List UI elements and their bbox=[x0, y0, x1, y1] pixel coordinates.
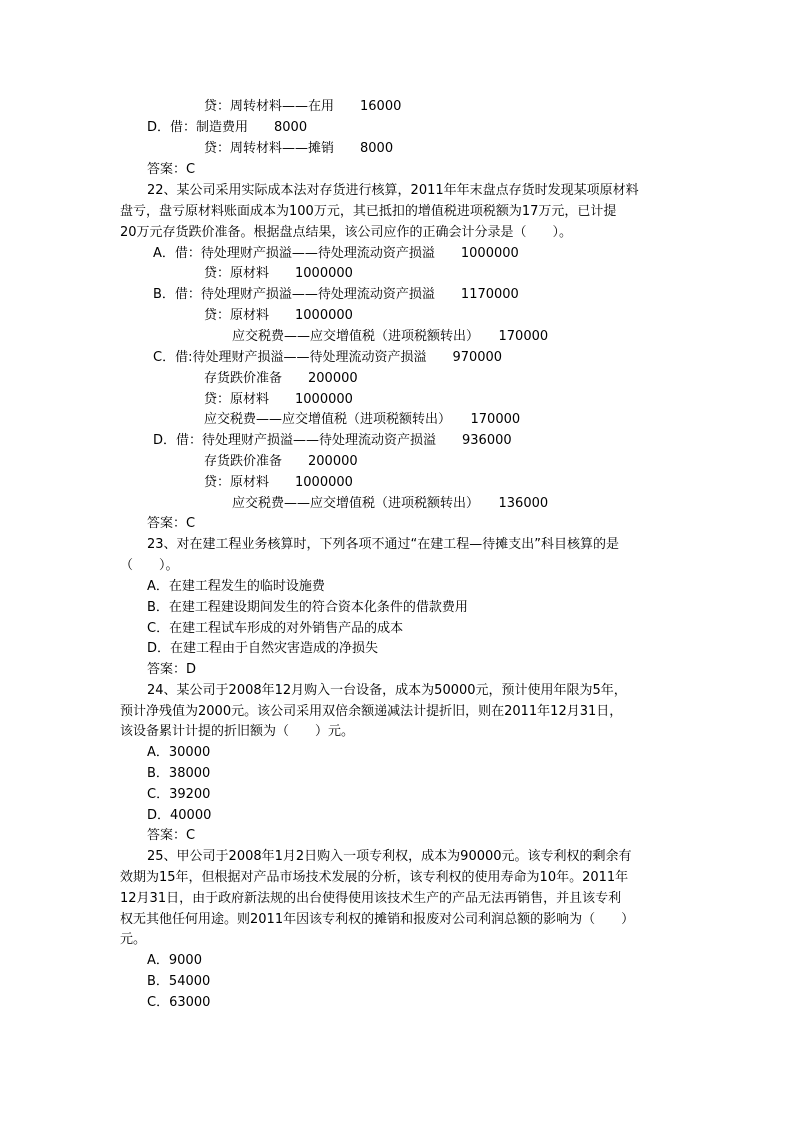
question-text: 该设备累计计提的折旧额为（ ）元。 bbox=[120, 724, 355, 739]
text-line: 应交税费——应交增值税（进项税额转出） 170000 bbox=[232, 329, 549, 344]
option-line: C．63000 bbox=[147, 995, 211, 1010]
option-line: D．借：待处理财产损溢——待处理流动资产损溢 936000 bbox=[153, 433, 512, 448]
option-line: C．借:待处理财产损溢——待处理流动资产损溢 970000 bbox=[153, 350, 503, 365]
question-text: 效期为15年，但根据对产品市场技术发展的分析，该专利权的使用寿命为10年。2011年 bbox=[120, 870, 629, 885]
option-line: D．在建工程由于自然灾害造成的净损失 bbox=[147, 641, 379, 656]
answer-line: 答案：C bbox=[147, 516, 196, 531]
text-line: 存货跌价准备 200000 bbox=[204, 371, 358, 386]
option-line: A．在建工程发生的临时设施费 bbox=[147, 579, 325, 594]
option-line: B．借：待处理财产损溢——待处理流动资产损溢 1170000 bbox=[153, 287, 519, 302]
question-text: 24、某公司于2008年12月购入一台设备，成本为50000元，预计使用年限为5年， bbox=[147, 683, 627, 698]
question-text: 22、某公司采用实际成本法对存货进行核算，2011年年末盘点存货时发现某项原材料 bbox=[147, 183, 639, 198]
text-line: D．借：制造费用 8000 bbox=[147, 120, 308, 135]
question-text: 元。 bbox=[120, 932, 147, 947]
option-line: A．30000 bbox=[147, 745, 211, 760]
answer-line: 答案：C bbox=[147, 828, 196, 843]
option-line: C．39200 bbox=[147, 787, 211, 802]
option-line: B．在建工程建设期间发生的符合资本化条件的借款费用 bbox=[147, 600, 468, 615]
text-line: 应交税费——应交增值税（进项税额转出） 170000 bbox=[204, 412, 521, 427]
option-line: A．借：待处理财产损溢——待处理流动资产损溢 1000000 bbox=[153, 246, 519, 261]
answer-line: 答案：C bbox=[147, 162, 196, 177]
option-line: A．9000 bbox=[147, 953, 202, 968]
text-line: 贷：周转材料——摊销 8000 bbox=[204, 141, 394, 156]
question-text: （ ）。 bbox=[120, 558, 179, 573]
question-text: 20万元存货跌价准备。根据盘点结果，该公司应作的正确会计分录是（ ）。 bbox=[120, 225, 573, 240]
text-line: 应交税费——应交增值税（进项税额转出） 136000 bbox=[232, 496, 549, 511]
text-line: 存货跌价准备 200000 bbox=[204, 454, 358, 469]
option-line: D．40000 bbox=[147, 808, 212, 823]
question-text: 预计净残值为2000元。该公司采用双倍余额递减法计提折旧，则在2011年12月31日， bbox=[120, 704, 623, 719]
question-text: 权无其他任何用途。则2011年因该专利权的摊销和报废对公司利润总额的影响为（ ） bbox=[120, 912, 635, 927]
text-line: 贷：原材料 1000000 bbox=[204, 475, 353, 490]
text-line: 贷：原材料 1000000 bbox=[204, 308, 353, 323]
text-line: 贷：周转材料——在用 16000 bbox=[204, 99, 402, 114]
text-line: 贷：原材料 1000000 bbox=[204, 266, 353, 281]
text-line: 贷：原材料 1000000 bbox=[204, 392, 353, 407]
question-text: 23、对在建工程业务核算时，下列各项不通过“在建工程—待摊支出”科目核算的是 bbox=[147, 537, 620, 552]
question-text: 12月31日，由于政府新法规的出台使得使用该技术生产的产品无法再销售，并且该专利 bbox=[120, 891, 622, 906]
option-line: B．54000 bbox=[147, 974, 211, 989]
question-text: 盘亏，盘亏原材料账面成本为100万元，其已抵扣的增值税进项税额为17万元，已计提 bbox=[120, 204, 617, 219]
answer-line: 答案：D bbox=[147, 662, 197, 677]
question-text: 25、甲公司于2008年1月2日购入一项专利权，成本为90000元。该专利权的剩余有 bbox=[147, 849, 632, 864]
option-line: C．在建工程试车形成的对外销售产品的成本 bbox=[147, 621, 404, 636]
option-line: B．38000 bbox=[147, 766, 211, 781]
